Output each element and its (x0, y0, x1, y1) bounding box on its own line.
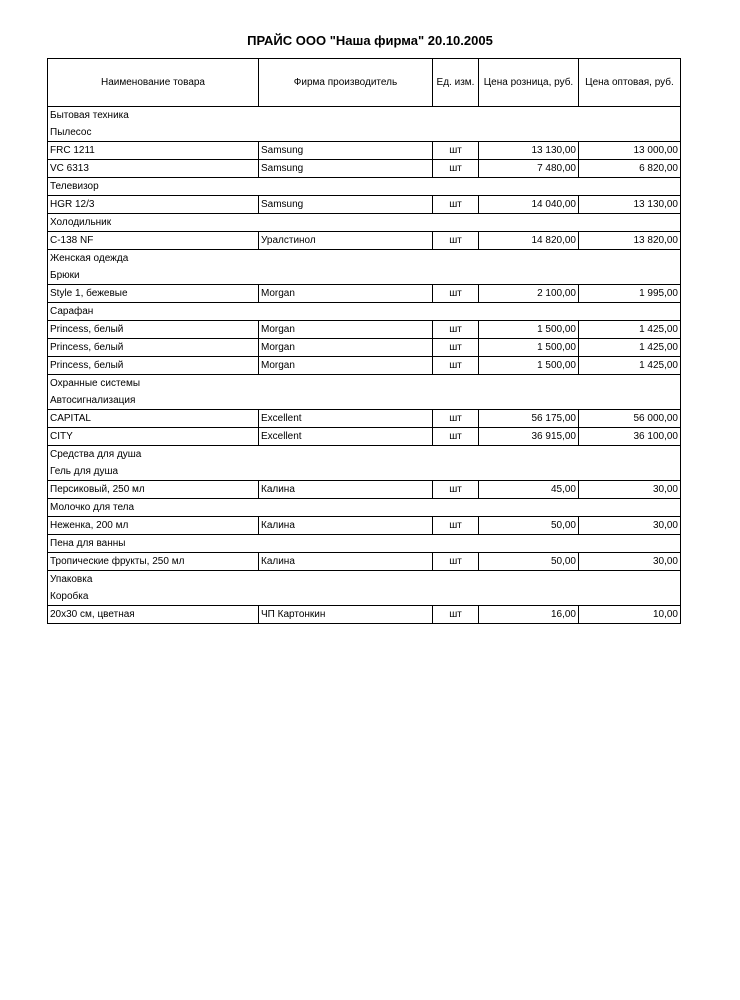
table-row (48, 160, 681, 178)
header-unit: Ед. изм. (433, 59, 479, 107)
category-row (48, 375, 681, 393)
maker-cell: Morgan (259, 339, 433, 357)
wholesale-price-cell: 30,00 (579, 481, 681, 499)
category-row (48, 446, 681, 464)
subcategory-row (48, 178, 681, 196)
subcategory-row (48, 499, 681, 517)
retail-price-cell: 14 040,00 (479, 196, 579, 214)
product-name-cell: Style 1, бежевые (48, 285, 259, 303)
product-name-cell: CAPITAL (48, 410, 259, 428)
category-label: Средства для душа (48, 446, 681, 464)
maker-cell: Morgan (259, 285, 433, 303)
wholesale-price-cell: 6 820,00 (579, 160, 681, 178)
category-label: Бытовая техника (48, 107, 681, 125)
category-row (48, 250, 681, 268)
unit-cell: шт (433, 160, 479, 178)
header-retail: Цена розница, руб. (479, 59, 579, 107)
page-title: ПРАЙС ООО "Наша фирма" 20.10.2005 (247, 33, 493, 48)
table-row (48, 410, 681, 428)
product-name-cell: Princess, белый (48, 339, 259, 357)
subcategory-row (48, 588, 681, 606)
subcategory-label: Сарафан (48, 303, 681, 321)
subcategory-row (48, 267, 681, 285)
product-name-cell: Персиковый, 250 мл (48, 481, 259, 499)
subcategory-label: Холодильник (48, 214, 681, 232)
retail-price-cell: 7 480,00 (479, 160, 579, 178)
retail-price-cell: 56 175,00 (479, 410, 579, 428)
maker-cell: Калина (259, 553, 433, 571)
wholesale-price-cell: 1 995,00 (579, 285, 681, 303)
wholesale-price-cell: 10,00 (579, 606, 681, 624)
subcategory-row (48, 214, 681, 232)
header-maker: Фирма производитель (259, 59, 433, 107)
subcategory-row (48, 124, 681, 142)
header-name: Наименование товара (48, 59, 259, 107)
category-row (48, 571, 681, 589)
retail-price-cell: 2 100,00 (479, 285, 579, 303)
maker-cell: Morgan (259, 321, 433, 339)
maker-cell: Калина (259, 481, 433, 499)
product-name-cell: CITY (48, 428, 259, 446)
table-row (48, 517, 681, 535)
retail-price-cell: 16,00 (479, 606, 579, 624)
maker-cell: Калина (259, 517, 433, 535)
header-row (48, 59, 681, 107)
unit-cell: шт (433, 428, 479, 446)
maker-cell: ЧП Картонкин (259, 606, 433, 624)
unit-cell: шт (433, 553, 479, 571)
category-label: Упаковка (48, 571, 681, 589)
maker-cell: Samsung (259, 142, 433, 160)
unit-cell: шт (433, 606, 479, 624)
subcategory-row (48, 392, 681, 410)
unit-cell: шт (433, 357, 479, 375)
wholesale-price-cell: 1 425,00 (579, 357, 681, 375)
wholesale-price-cell: 1 425,00 (579, 321, 681, 339)
table-row (48, 142, 681, 160)
wholesale-price-cell: 56 000,00 (579, 410, 681, 428)
unit-cell: шт (433, 285, 479, 303)
subcategory-row (48, 303, 681, 321)
product-name-cell: HGR 12/3 (48, 196, 259, 214)
maker-cell: Samsung (259, 196, 433, 214)
retail-price-cell: 36 915,00 (479, 428, 579, 446)
subcategory-label: Телевизор (48, 178, 681, 196)
table-row (48, 339, 681, 357)
maker-cell: Уралстинол (259, 232, 433, 250)
table-row (48, 285, 681, 303)
maker-cell: Morgan (259, 357, 433, 375)
subcategory-label: Брюки (48, 267, 681, 285)
retail-price-cell: 50,00 (479, 553, 579, 571)
unit-cell: шт (433, 232, 479, 250)
wholesale-price-cell: 13 000,00 (579, 142, 681, 160)
unit-cell: шт (433, 196, 479, 214)
product-name-cell: VC 6313 (48, 160, 259, 178)
subcategory-label: Пена для ванны (48, 535, 681, 553)
subcategory-label: Молочко для тела (48, 499, 681, 517)
product-name-cell: FRC 1211 (48, 142, 259, 160)
retail-price-cell: 14 820,00 (479, 232, 579, 250)
category-label: Охранные системы (48, 375, 681, 393)
product-name-cell: Princess, белый (48, 357, 259, 375)
subcategory-label: Пылесос (48, 124, 681, 142)
product-name-cell: Неженка, 200 мл (48, 517, 259, 535)
unit-cell: шт (433, 410, 479, 428)
product-name-cell: 20x30 см, цветная (48, 606, 259, 624)
wholesale-price-cell: 36 100,00 (579, 428, 681, 446)
table-row (48, 232, 681, 250)
retail-price-cell: 45,00 (479, 481, 579, 499)
table-row (48, 357, 681, 375)
table-row (48, 481, 681, 499)
subcategory-row (48, 535, 681, 553)
unit-cell: шт (433, 481, 479, 499)
retail-price-cell: 1 500,00 (479, 321, 579, 339)
wholesale-price-cell: 13 820,00 (579, 232, 681, 250)
subcategory-label: Гель для душа (48, 463, 681, 481)
category-row (48, 107, 681, 125)
table-row (48, 196, 681, 214)
price-table (47, 58, 681, 624)
table-row (48, 428, 681, 446)
table-row (48, 553, 681, 571)
unit-cell: шт (433, 321, 479, 339)
category-label: Женская одежда (48, 250, 681, 268)
retail-price-cell: 13 130,00 (479, 142, 579, 160)
subcategory-label: Автосигнализация (48, 392, 681, 410)
product-name-cell: C-138 NF (48, 232, 259, 250)
wholesale-price-cell: 30,00 (579, 517, 681, 535)
retail-price-cell: 1 500,00 (479, 357, 579, 375)
unit-cell: шт (433, 517, 479, 535)
wholesale-price-cell: 30,00 (579, 553, 681, 571)
table-row (48, 606, 681, 624)
wholesale-price-cell: 13 130,00 (579, 196, 681, 214)
maker-cell: Excellent (259, 428, 433, 446)
retail-price-cell: 1 500,00 (479, 339, 579, 357)
product-name-cell: Princess, белый (48, 321, 259, 339)
wholesale-price-cell: 1 425,00 (579, 339, 681, 357)
header-wholesale: Цена оптовая, руб. (579, 59, 681, 107)
price-table-body (48, 107, 681, 624)
maker-cell: Samsung (259, 160, 433, 178)
subcategory-row (48, 463, 681, 481)
retail-price-cell: 50,00 (479, 517, 579, 535)
unit-cell: шт (433, 142, 479, 160)
subcategory-label: Коробка (48, 588, 681, 606)
table-row (48, 321, 681, 339)
product-name-cell: Тропические фрукты, 250 мл (48, 553, 259, 571)
maker-cell: Excellent (259, 410, 433, 428)
unit-cell: шт (433, 339, 479, 357)
